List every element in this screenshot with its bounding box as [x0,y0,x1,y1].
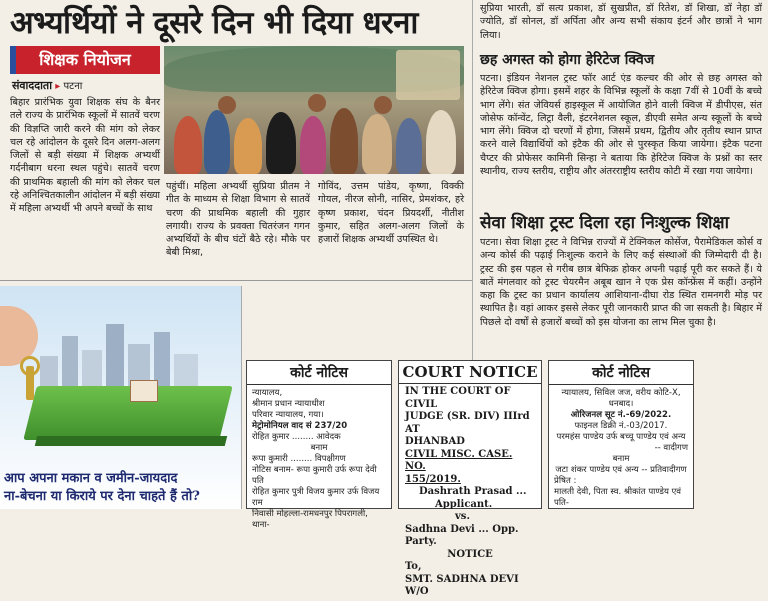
city-skyline [40,316,210,396]
notice-2-line: Dashrath Prasad ... [419,486,527,497]
story2-title: छह अगस्त को होगा हेरिटेज क्विज [480,52,655,68]
byline-label: संवाददाता [12,79,53,92]
notice-3-line: परमहंस पाण्डेय उर्फ बच्चू पाण्डेय एवं अन्य [556,432,686,442]
notice-2-line: 155/2019. [405,473,461,485]
horizontal-divider [0,280,472,281]
notice-2-line: To, [405,561,422,572]
notice-3-line: जटा शंकर पाण्डेय एवं अन्य -- प्रतिवादीगण [555,465,687,475]
main-story-col1: बिहार प्रारंभिक युवा शिक्षक संघ के बैनर तले राज्य के प्रारंभिक स्कूलों में सातवें चरण की विज्ञप्ति जारी करने की मांग को लेकर चल रहे आंदोलन के दूसरे दिन अलग-अलग जिलों से बड़ी संख्या में शिक्षक अभ्यर्थी गर्दनीबाग धरना स्थल पहुंचे। सातवें चरण की प्राथमिक बहाली की मांग को लेकर चल रहे अनिश्चितकालीन आंदोलन में बड़ी संख्या में महिला अभ्यर्थी भी अपने बच्चों के साथ [10,97,160,215]
notice-2-line: Applicant. [435,498,493,510]
notice-1-line: न्यायालय, [252,388,283,398]
notice-3-body [549,385,693,512]
house-icon [130,380,158,402]
green-land-card [23,386,232,440]
notice-2-line: SMT. SADHNA DEVI W/O [405,573,519,597]
notice-3-line: -- वादीगण [654,443,688,453]
notice-2-title: COURT NOTICE [399,361,541,384]
pin-icon: ▸ [55,81,61,92]
ad-caption [0,470,242,506]
notice-1-line: निवासी मोहल्ला-रामधनपुर पिपरागली, थाना- [252,509,368,530]
protest-photo [164,46,464,174]
notice-1-line: मेट्रोमोनियल वाद सं 237/20 [252,421,348,431]
court-notice-1 [246,360,392,530]
notice-1-line: परिवार न्यायालय, गया। [252,410,324,420]
notice-3-line: न्यायालय, सिविल जज, वरीय कोटि-X, [561,388,681,398]
notice-3-line: बनाम [612,454,630,464]
notice-1-line: रोहित कुमार ........ आवेदक [252,432,341,442]
main-story-col2: पहुंचीं। महिला अभ्यर्थी सुप्रिया प्रीतम ने गीत के माध्यम से शिक्षा विभाग से सातवें चरण की प्राथमिक बहाली की गुहार लगायी। राज्य के प्रवक्ता चितरंजन गगन अभ्यर्थियों के बीच घंटों बैठे रहे। मौके पर बेबी मिश्रा, [166,181,310,259]
notice-3-line: फाइनल डिक्री नं.-03/2017. [574,421,668,431]
ad-caption-line2: ना-बेचना या किराये पर देना चाहते हैं तो? [4,489,200,504]
court-notice-2 [398,360,542,597]
story2-text: पटना। इंडियन नेशनल ट्रस्ट फॉर आर्ट एंड कल्चर की ओर से छह अगस्त को हेरिटेज क्विज होगा। इसमें शहर के विभिन्न स्कूलों के कक्षा 7वीं से 10वीं के बच्चे भाग लेंगे। संत जेवियर्स हाइस्कूल में आयोजित होने वाली क्विज में डीपीएस, संत जोसेफ कॉन्वेंट, लिट्रा वैली, इंटरनेशनल स्कूल, डीएवी समेत अन्य स्कूलों के बच्चे भाग लेंगे। क्विज दो चरणों में होगा, जिसमें प्रथम, द्वितीय और तृतीय स्थान प्राप्त करने वाले विद्यार्थियों को इंटैक की ओर से पुरस्कृत किया जायेगा। इंटैक पटना चैप्टर की प्रोफेसर कामिनी सिन्हा ने बताया कि हेरिटेज क्विज के प्रश्नों का स्तर स्थानीय, राज्य स्तरीय, राष्ट्रीय और अंतरराष्ट्रीय स्तरीय कोटी में रखा गया जायेगा। [480,73,762,178]
ad-caption-line1: आप अपना मकान व जमीन-जायदाद [4,471,178,486]
notice-1-line: बनाम [310,443,328,453]
notice-1-title: कोर्ट नोटिस [247,361,391,385]
court-notice-3 [548,360,694,509]
notice-2-line: vs. [455,511,470,522]
notice-2-body [399,384,541,601]
notice-3-line: मालती देवी, पिता स्व. श्रीकांत पाण्डेय एवं पति- [554,487,682,508]
notice-1-line: श्रीमान प्रधान न्यायाधीश [252,399,325,409]
byline [12,78,82,93]
right-top-text: सुप्रिया भारती, डॉ सत्य प्रकाश, डॉ सुखप्रीत, डॉ रितेश, डॉ शिखा, डॉ नेहा डॉ ज्योति, डॉ सोनल, डॉ अर्पिता और अन्य सभी संकाय इंटर्न और छात्रों ने भाग लिया। [480,3,762,41]
column-divider [472,0,473,360]
notice-1-line: नोटिस बनाम- रूपा कुमारी उर्फ रूपा देवी पति [252,465,377,486]
section-tag: शिक्षक नियोजन [10,46,160,74]
notice-2-line: CIVIL MISC. CASE. NO. [405,448,513,472]
key-ring [20,356,40,376]
story3-title: सेवा शिक्षा ट्रस्ट दिला रहा निःशुल्क शिक्षा [480,213,730,233]
notice-2-line: IN THE COURT OF CIVIL [405,386,511,410]
section-tag-accent [10,46,16,74]
notice-3-line: धनबाद। [608,399,634,409]
story3-text: पटना। सेवा शिक्षा ट्रस्ट ने विभिन्न राज्यों में टेक्निकल कोर्सेज, पैरामेडिकल कोर्स व अन्य कोर्स की पढ़ाई निःशुल्क कराने के लिए कई संस्थाओं की जिम्मेदारी दी है। ट्रस्ट की इस पहल से गरीब छात्र बेफिक्र होकर अपनी पढ़ाई पूरी कर सकते हैं। ये बातें मंगलवार को ट्रस्ट चेयरमैन अबूब खान ने एक प्रेस कॉन्फ्रेंस में कहीं। उन्होंने कहा कि ट्रस्ट का प्रधान कार्यालय आशियाना-दीघा रोड स्थित रामनगरी मोड़ पर स्थापित है। वहां आकर इससे लेकर पूरी जानकारी प्राप्त की जा सकती है। बिहार में पिछले दो वर्षों से हजारों बच्चों को इस योजना का लाभ मिल चुका है। [480,237,762,328]
land-card-edge [35,436,227,446]
notice-1-line: रोहित कुमार पुत्री विजय कुमार उर्फ विजय राम [252,487,380,508]
notice-3-line: प्रेषित : [554,476,577,486]
notice-1-body [247,385,391,534]
notice-3-line: ओरिजनल सूट नं.-69/2022. [570,410,672,420]
notice-3-title: कोर्ट नोटिस [549,361,693,385]
notice-2-line: NOTICE [447,548,493,560]
notice-1-line: रूपा कुमारी ........ विपक्षीगण [252,454,346,464]
notice-2-line: JUDGE (SR. DIV) IIIrd AT [405,411,530,435]
main-story-col3: गोविंद, उत्तम पांडेय, कृष्णा, विक्की गोयल, नीरज सोनी, नासिर, प्रेमशंकर, हरे कृष्ण प्रकाश, चंदन प्रियदर्शी, नीतीश कुमार, सहित अलग-अलग जिलों के हजारों शिक्षक अभ्यर्थी उपस्थित थे। [318,181,464,246]
notice-2-line: Sadhna Devi ... Opp. Party. [405,523,519,547]
main-headline: अभ्यर्थियों ने दूसरे दिन भी दिया धरना [10,5,418,41]
byline-place: पटना [63,81,83,92]
notice-2-line: DHANBAD [405,436,465,447]
